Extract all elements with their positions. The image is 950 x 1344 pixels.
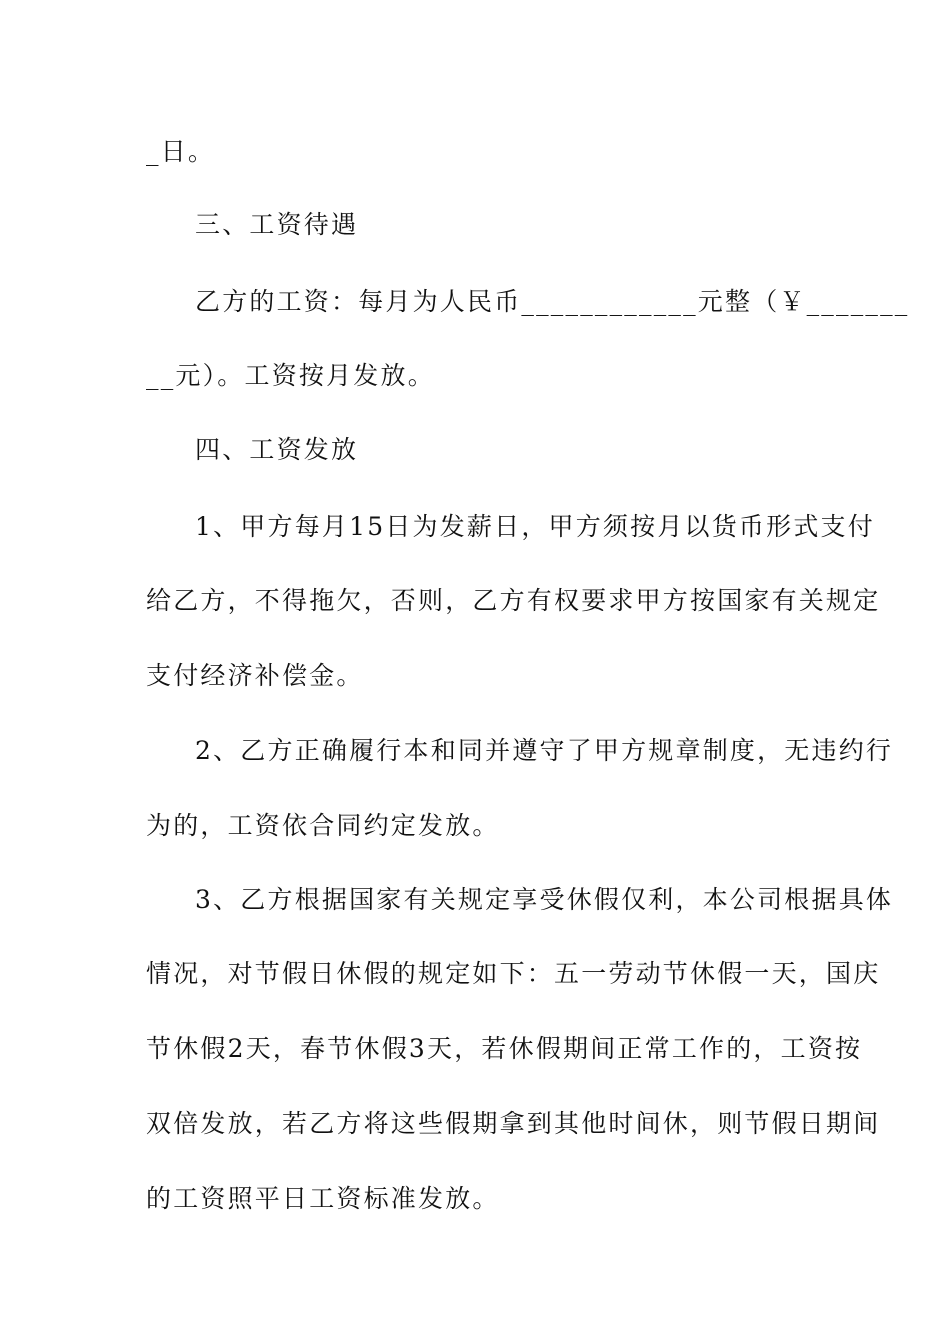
text-line-4: __元）。工资按月发放。	[146, 361, 435, 390]
text-line-15: 的工资照平日工资标准发放。	[146, 1184, 500, 1213]
text-line-6: 1、甲方每月15日为发薪日，甲方须按月以货币形式支付	[195, 512, 875, 541]
section-heading-payment: 四、工资发放	[195, 435, 359, 464]
text-line-11: 3、乙方根据国家有关规定享受休假仅利，本公司根据具体	[195, 885, 894, 914]
text-line-1: _日。	[146, 137, 216, 166]
text-line-8: 支付经济补偿金。	[146, 661, 364, 690]
text-line-3: 乙方的工资：每月为人民币____________元整（￥_______	[195, 287, 910, 316]
text-line-13: 节休假2天，春节休假3天，若休假期间正常工作的，工资按	[146, 1034, 863, 1063]
text-line-10: 为的，工资依合同约定发放。	[146, 811, 500, 840]
text-line-7: 给乙方，不得拖欠，否则，乙方有权要求甲方按国家有关规定	[146, 586, 881, 615]
section-heading-salary: 三、工资待遇	[195, 210, 359, 239]
text-line-9: 2、乙方正确履行本和同并遵守了甲方规章制度，无违约行	[195, 736, 894, 765]
text-line-12: 情况，对节假日休假的规定如下：五一劳动节休假一天，国庆	[146, 959, 881, 988]
text-line-14: 双倍发放，若乙方将这些假期拿到其他时间休，则节假日期间	[146, 1109, 881, 1138]
